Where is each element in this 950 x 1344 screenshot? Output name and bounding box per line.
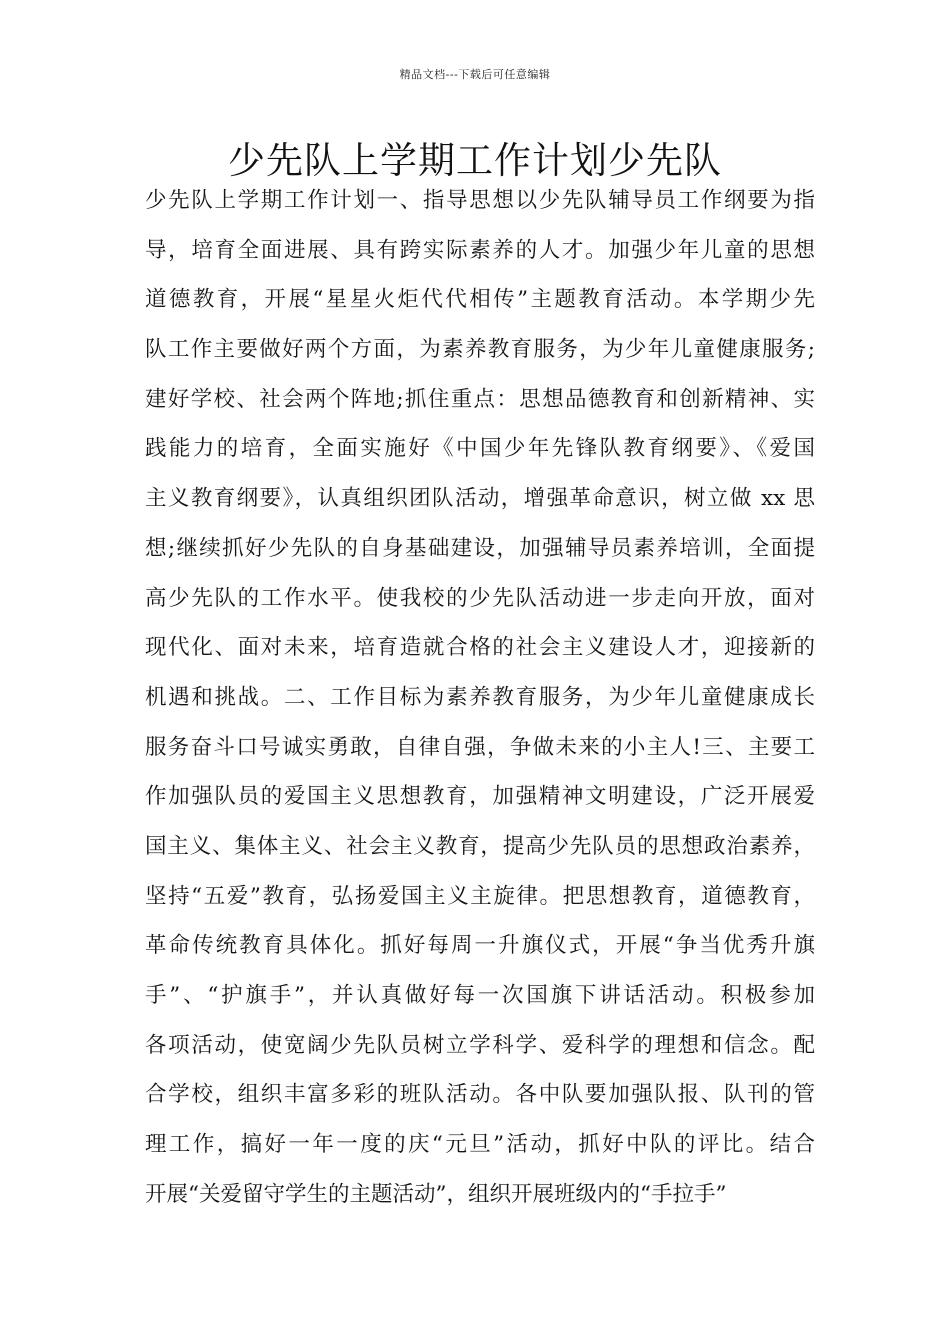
body-line: 机遇和挑战。二、工作目标为素养教育服务，为少年儿童健康成长 bbox=[145, 684, 815, 710]
body-line: 导，培育全面进展、具有跨实际素养的人才。加强少年儿童的思想 bbox=[145, 237, 815, 263]
body-line: 开展“关爱留守学生的主题活动”，组织开展班级内的“手拉手” bbox=[145, 1181, 727, 1207]
body-line: 建好学校、社会两个阵地;抓住重点：思想品德教育和创新精神、实 bbox=[145, 386, 815, 412]
body-line: 想;继续抓好少先队的自身基础建设，加强辅导员素养培训，全面提 bbox=[145, 535, 815, 561]
body-line: 少先队上学期工作计划一、指导思想以少先队辅导员工作纲要为指 bbox=[145, 188, 815, 213]
body-line: 作加强队员的爱国主义思想教育，加强精神文明建设，广泛开展爱 bbox=[145, 784, 815, 810]
body-line: 现代化、面对未来，培育造就合格的社会主义建设人才，迎接新的 bbox=[145, 635, 815, 661]
body-line: 合学校，组织丰富多彩的班队活动。各中队要加强队报、队刊的管 bbox=[145, 1082, 815, 1108]
body-line: 服务奋斗口号诚实勇敢，自律自强，争做未来的小主人!三、主要工 bbox=[145, 734, 815, 760]
body-line: 各项活动，使宽阔少先队员树立学科学、爱科学的理想和信念。配 bbox=[145, 1032, 815, 1058]
body-line: 革命传统教育具体化。抓好每周一升旗仪式，开展“争当优秀升旗 bbox=[145, 933, 815, 959]
body-line: 理工作，搞好一年一度的庆“元旦”活动，抓好中队的评比。结合 bbox=[145, 1132, 815, 1158]
body-line: 践能力的培育，全面实施好《中国少年先锋队教育纲要》、《爱国 bbox=[145, 436, 815, 462]
document-title: 少先队上学期工作计划少先队 bbox=[228, 139, 722, 182]
body-text bbox=[145, 181, 815, 1224]
body-line: 手”、“护旗手”，并认真做好每一次国旗下讲话活动。积极参加 bbox=[145, 983, 815, 1008]
body-line: 国主义、集体主义、社会主义教育，提高少先队员的思想政治素养， bbox=[145, 833, 815, 859]
body-line: 道德教育，开展“星星火炬代代相传”主题教育活动。本学期少先 bbox=[145, 287, 815, 313]
body-line: 队工作主要做好两个方面，为素养教育服务，为少年儿童健康服务; bbox=[145, 337, 815, 363]
header-note: 精品文档---下载后可任意编辑 bbox=[399, 68, 551, 81]
body-line: 主义教育纲要》，认真组织团队活动，增强革命意识，树立做 xx 思 bbox=[145, 486, 815, 512]
body-line: 坚持“五爱”教育，弘扬爱国主义主旋律。把思想教育，道德教育， bbox=[145, 883, 815, 909]
body-line: 高少先队的工作水平。使我校的少先队活动进一步走向开放，面对 bbox=[145, 585, 815, 611]
